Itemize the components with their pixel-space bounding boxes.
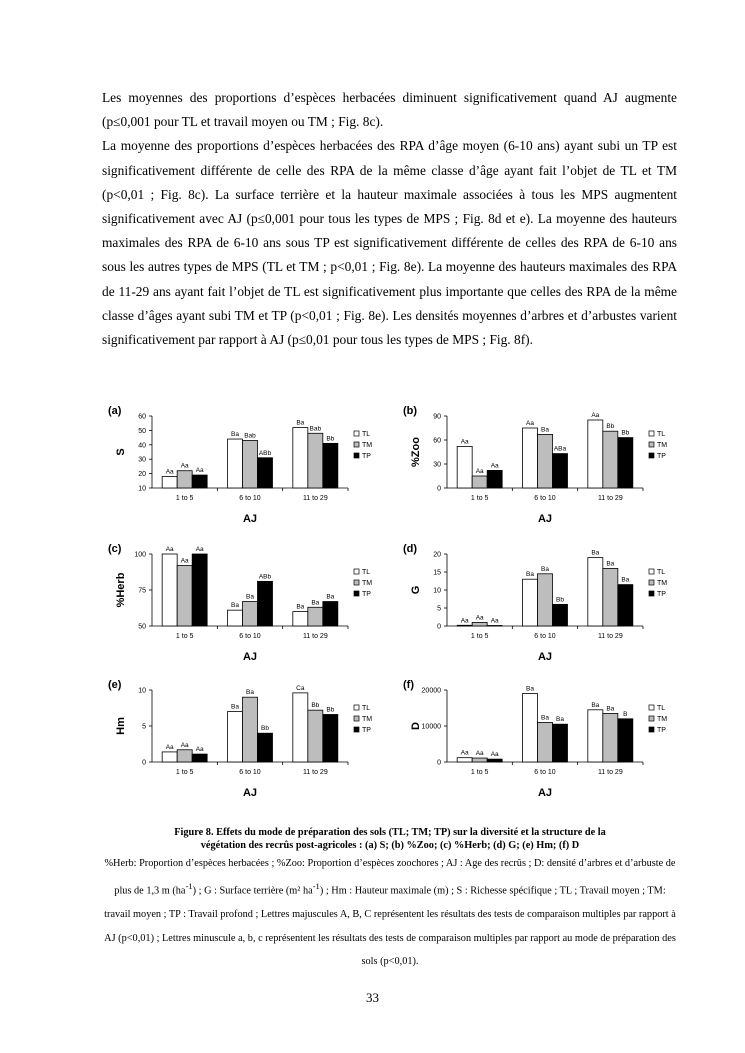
bar-label: B — [623, 710, 628, 718]
chart-svg — [395, 674, 695, 804]
y-tick-label: 50 — [138, 427, 146, 435]
bar-label: Ba — [621, 576, 630, 584]
chart-panel-d — [395, 538, 695, 668]
paragraph-2: La moyenne des proportions d’espèces herbacées des RPA d’âge moyen (6-10 ans) ayant subi un TP est significativement différente de celle des RPA de la même classe d’âge ayant fait l’objet de TL et TM (p<0,01 ; Fig. 8c). La surface terrière et la hauteur maximale associées à tous les MPS augmentent significativement avec AJ (p≤0,001 pour tous les types de MPS ; Fig. 8d et e). La moyenne des hauteurs maximales des RPA de 6-10 ans sous TP est significativement différente de celles des RPA de 6-10 ans sous les autres types de MPS (TL et TM ; p<0,01 ; Fig. 8e). La moyenne des hauteurs maximales des RPA de 11-29 ans ayant fait l’objet de TL est significativement plus importante que celles des RPA de la même classe d’âges ayant subi TM et TP (p<0,01 ; Fig. 8e). Les densités moyennes d’arbres et d’arbustes varient significativement par rapport à AJ (p≤0,01 pour tous les types de MPS ; Fig. 8f). — [102, 138, 677, 348]
caption-title — [100, 826, 680, 852]
panel-label: (a) — [108, 405, 122, 417]
bar-label: Aa — [195, 467, 204, 475]
bar-tm — [177, 750, 192, 762]
bar-label: Aa — [180, 557, 189, 565]
legend-label-tp: TP — [657, 591, 666, 598]
bar-label: Ba — [526, 571, 534, 579]
legend-swatch-tp — [649, 727, 654, 732]
y-tick-label: 60 — [433, 437, 441, 445]
bar-tp — [258, 581, 273, 626]
bar-tp — [192, 754, 207, 762]
bar-label: Aa — [526, 420, 534, 427]
bar-label: Aa — [180, 462, 189, 470]
panel-label: (d) — [403, 543, 418, 555]
bar-label: Aa — [165, 468, 174, 476]
legend-swatch-tl — [649, 569, 654, 574]
legend-label-tl: TL — [362, 431, 371, 438]
legend-swatch-tp — [354, 591, 359, 596]
x-tick-label: 6 to 10 — [534, 633, 556, 640]
y-axis-label: S — [115, 448, 127, 456]
bar-label: Aa — [165, 546, 174, 553]
x-axis-label: AJ — [537, 787, 553, 799]
bar-label: Ba — [541, 714, 549, 722]
legend-swatch-tl — [649, 431, 654, 436]
paragraph-1: Les moyennes des proportions d’espèces herbacées diminuent significativement quand AJ augmente (p≤0,001 pour TL et travail moyen ou TM ; Fig. 8c). — [102, 90, 677, 130]
y-tick-label: 20 — [138, 471, 146, 479]
bar-tp — [618, 585, 633, 626]
legend-label-tp: TP — [362, 591, 371, 598]
bar-label: Aa — [180, 741, 189, 749]
x-tick-label: 1 to 5 — [470, 633, 489, 640]
bar-tl — [523, 694, 538, 762]
y-tick-label: 60 — [138, 413, 146, 421]
bar-tp — [323, 714, 338, 762]
bar-label: Ba — [246, 689, 254, 697]
bar-label: Bb — [326, 435, 335, 443]
x-axis-label: AJ — [537, 513, 553, 525]
bar-label: Bb — [606, 423, 615, 431]
x-axis-label: AJ — [242, 513, 258, 525]
bar-label: Aa — [460, 749, 469, 757]
bar-label: Aa — [591, 412, 600, 419]
bar-label: Aa — [490, 751, 499, 759]
legend-swatch-tl — [354, 705, 359, 710]
x-axis-label: AJ — [242, 651, 258, 663]
legend-label-tp: TP — [362, 453, 371, 460]
bar-tm — [243, 440, 258, 488]
bar-tp — [192, 475, 207, 488]
x-axis-label: AJ — [537, 651, 553, 663]
x-tick-label: 6 to 10 — [534, 495, 556, 502]
chart-svg — [100, 538, 400, 668]
chart-svg — [100, 674, 400, 804]
bar-label: Aa — [490, 462, 499, 470]
bar-tl — [293, 693, 308, 762]
legend-label-tm: TM — [362, 716, 373, 723]
bar-label: Ba — [591, 701, 600, 709]
page-number: 33 — [366, 990, 379, 1005]
x-tick-label: 11 to 29 — [597, 633, 623, 640]
body-text — [102, 86, 677, 352]
legend-label-tp: TP — [657, 453, 666, 460]
caption-body — [100, 852, 680, 973]
bar-label: ABb — [258, 573, 272, 581]
bar-label: ABb — [258, 449, 272, 457]
bar-tl — [523, 428, 538, 488]
legend-label-tl: TL — [657, 705, 666, 712]
bar-tl — [588, 420, 603, 488]
legend-label-tl: TL — [657, 431, 666, 438]
bar-label: Aa — [195, 546, 204, 553]
legend-label-tm: TM — [362, 580, 373, 587]
y-axis-label: Hm — [115, 717, 127, 735]
caption-title-line-1: Figure 8. Effets du mode de préparation des sols (TL; TM; TP) sur la diversité et la structure de la — [174, 827, 606, 838]
x-tick-label: 1 to 5 — [175, 769, 194, 776]
legend-label-tm: TM — [362, 442, 373, 449]
chart-svg — [100, 400, 400, 530]
bar-tp — [323, 443, 338, 488]
bar-tm — [603, 431, 618, 488]
bar-tp — [487, 470, 502, 488]
bar-label: Bb — [311, 702, 320, 710]
bar-label: Aa — [475, 750, 484, 758]
panel-label: (c) — [108, 543, 122, 555]
y-tick-label: 15 — [433, 569, 441, 577]
bar-tm — [472, 476, 487, 488]
chart-svg — [395, 538, 695, 668]
bar-label: Ba — [606, 560, 615, 568]
bar-label: Ca — [296, 684, 305, 692]
caption-body-part-1: %Herb: Proportion d’espèces herbacées ; %Zoo: Proportion d’espèces zoochores ; AJ : Age des recrûs ; D: densité d’arbres et d’arbuste de plus de 1,3 m (ha — [104, 858, 676, 897]
bar-tl — [162, 554, 177, 626]
bar-tm — [538, 434, 553, 488]
bar-label: Aa — [195, 746, 204, 754]
bar-tp — [618, 438, 633, 488]
bar-tm — [538, 722, 553, 762]
bar-label: Aa — [475, 614, 484, 622]
bar-tl — [162, 476, 177, 488]
bar-label: Ba — [526, 685, 534, 693]
bar-tm — [177, 471, 192, 488]
y-tick-label: 30 — [138, 456, 146, 464]
y-tick-label: 0 — [437, 623, 441, 631]
x-tick-label: 1 to 5 — [470, 769, 489, 776]
y-tick-label: 10 — [138, 485, 146, 493]
y-tick-label: 10 — [433, 587, 441, 595]
legend-swatch-tm — [354, 442, 359, 447]
bar-label: Aa — [475, 468, 484, 475]
legend-label-tl: TL — [362, 569, 371, 576]
bar-tl — [228, 439, 243, 488]
bar-tm — [177, 566, 192, 626]
y-tick-label: 40 — [138, 442, 146, 450]
figure-caption — [100, 826, 680, 973]
x-tick-label: 6 to 10 — [534, 769, 556, 776]
bar-label: Ba — [246, 593, 254, 601]
x-tick-label: 1 to 5 — [175, 495, 194, 502]
legend-swatch-tm — [354, 580, 359, 585]
bar-label: Bb — [556, 596, 564, 604]
y-tick-label: 90 — [433, 413, 441, 421]
legend-swatch-tm — [649, 716, 654, 721]
legend-label-tm: TM — [657, 716, 668, 723]
bar-label: Ba — [541, 565, 549, 573]
legend-swatch-tp — [649, 591, 654, 596]
legend-label-tm: TM — [657, 580, 668, 587]
bar-tm — [243, 697, 258, 762]
x-tick-label: 11 to 29 — [302, 633, 328, 640]
caption-body-part-2: ) ; G : Surface terrière (m² ha — [192, 885, 313, 897]
y-axis-label: %Zoo — [410, 437, 422, 467]
bar-tl — [588, 710, 603, 762]
panel-label: (f) — [403, 679, 414, 691]
bar-tp — [192, 554, 207, 626]
bar-tl — [457, 758, 472, 762]
legend-swatch-tl — [649, 705, 654, 710]
y-axis-label: G — [410, 585, 422, 595]
bar-tp — [618, 719, 633, 762]
x-tick-label: 6 to 10 — [239, 769, 261, 776]
y-tick-label: 50 — [138, 623, 146, 631]
bar-tm — [308, 607, 323, 626]
bar-label: Aa — [460, 438, 469, 446]
x-tick-label: 11 to 29 — [302, 495, 328, 502]
legend-label-tp: TP — [362, 727, 371, 734]
bar-tp — [553, 724, 568, 762]
bar-tm — [603, 713, 618, 762]
bar-tl — [457, 446, 472, 488]
caption-sup-2: -1 — [312, 881, 320, 892]
bar-tp — [553, 604, 568, 626]
caption-title-line-2: végétation des recrûs post-agricoles : (a) S; (b) %Zoo; (c) %Herb; (d) G; (e) Hm; (f) D — [200, 840, 580, 851]
bar-label: Ba — [326, 593, 335, 601]
legend-label-tm: TM — [657, 442, 668, 449]
bar-tm — [308, 433, 323, 488]
bar-tl — [588, 558, 603, 626]
legend-swatch-tm — [354, 716, 359, 721]
legend-label-tl: TL — [362, 705, 371, 712]
y-tick-label: 10 — [138, 687, 146, 695]
bar-label: ABa — [553, 445, 567, 453]
x-axis-label: AJ — [242, 787, 258, 799]
y-tick-label: 20000 — [421, 687, 441, 695]
y-tick-label: 0 — [142, 759, 146, 767]
x-tick-label: 6 to 10 — [239, 495, 261, 502]
bar-tl — [293, 428, 308, 488]
y-tick-label: 0 — [437, 485, 441, 493]
x-tick-label: 6 to 10 — [239, 633, 261, 640]
bar-label: Aa — [490, 617, 499, 625]
y-tick-label: 75 — [138, 587, 146, 595]
legend-swatch-tp — [354, 727, 359, 732]
bar-label: Bab — [309, 425, 322, 433]
bar-label: Ba — [231, 602, 239, 610]
bar-tp — [258, 458, 273, 488]
bar-label: Aa — [460, 617, 469, 625]
bar-label: Bb — [621, 429, 630, 437]
y-tick-label: 5 — [142, 723, 146, 731]
legend-swatch-tp — [649, 453, 654, 458]
bar-label: Ba — [591, 549, 600, 557]
bar-tl — [228, 610, 243, 626]
bar-label: Ba — [541, 426, 549, 434]
caption-body-part-3: ) ; Hm : Hauteur maximale (m) ; S : Richesse spécifique ; TL ; Travail moyen ; TM: travail moyen ; TP : Travail profond ; Lettres majuscules A, B, C représentent les résultats des tests de comparaison multiples par rapport à AJ (p<0,01) ; Lettres minuscule a, b, c représentent les résultats des tests de comparaison multiples par rapport au mode de préparation des sols (p<0,01). — [104, 885, 676, 968]
bar-tm — [243, 602, 258, 626]
bar-label: Ba — [606, 705, 615, 713]
panel-label: (e) — [108, 679, 122, 691]
bar-label: Bb — [326, 706, 335, 714]
bar-label: Ba — [556, 716, 564, 724]
bar-tp — [258, 733, 273, 762]
bar-tp — [323, 602, 338, 626]
bar-tl — [523, 579, 538, 626]
bar-tm — [308, 710, 323, 762]
legend-swatch-tl — [354, 569, 359, 574]
bar-tl — [457, 625, 472, 626]
y-tick-label: 5 — [437, 605, 441, 613]
y-axis-label: D — [410, 722, 422, 730]
bar-tl — [228, 712, 243, 762]
bar-label: Bab — [244, 432, 256, 440]
y-tick-label: 100 — [134, 551, 146, 559]
bar-tm — [538, 574, 553, 626]
bar-label: Ba — [296, 603, 305, 611]
x-tick-label: 11 to 29 — [597, 495, 623, 502]
chart-panel-f — [395, 674, 695, 804]
bar-tl — [293, 612, 308, 626]
chart-panel-b — [395, 400, 695, 530]
bar-tm — [603, 568, 618, 626]
legend-swatch-tm — [649, 442, 654, 447]
bar-label: Aa — [165, 743, 174, 751]
x-tick-label: 11 to 29 — [597, 769, 623, 776]
x-tick-label: 11 to 29 — [302, 769, 328, 776]
bar-label: Ba — [231, 431, 239, 439]
y-tick-label: 10000 — [421, 723, 441, 731]
panel-label: (b) — [403, 405, 418, 417]
bar-tl — [162, 752, 177, 762]
bar-tm — [472, 622, 487, 626]
y-tick-label: 20 — [433, 551, 441, 559]
chart-panel-e — [100, 674, 400, 804]
legend-swatch-tp — [354, 453, 359, 458]
x-tick-label: 1 to 5 — [175, 633, 194, 640]
legend-swatch-tm — [649, 580, 654, 585]
bar-tp — [487, 759, 502, 762]
legend-label-tp: TP — [657, 727, 666, 734]
legend-swatch-tl — [354, 431, 359, 436]
bar-label: Ba — [311, 599, 320, 607]
chart-panel-a — [100, 400, 400, 530]
chart-panel-c — [100, 538, 400, 668]
bar-tm — [472, 758, 487, 762]
caption-sup-1: -1 — [185, 881, 193, 892]
x-tick-label: 1 to 5 — [470, 495, 489, 502]
bar-tp — [553, 454, 568, 488]
chart-svg — [395, 400, 695, 530]
bar-tp — [487, 626, 502, 627]
bar-label: Ba — [296, 419, 305, 427]
bar-label: Ba — [231, 703, 239, 711]
y-axis-label: %Herb — [115, 572, 127, 608]
bar-label: Bb — [261, 725, 269, 733]
y-tick-label: 30 — [433, 461, 441, 469]
legend-label-tl: TL — [657, 569, 666, 576]
y-tick-label: 0 — [437, 759, 441, 767]
